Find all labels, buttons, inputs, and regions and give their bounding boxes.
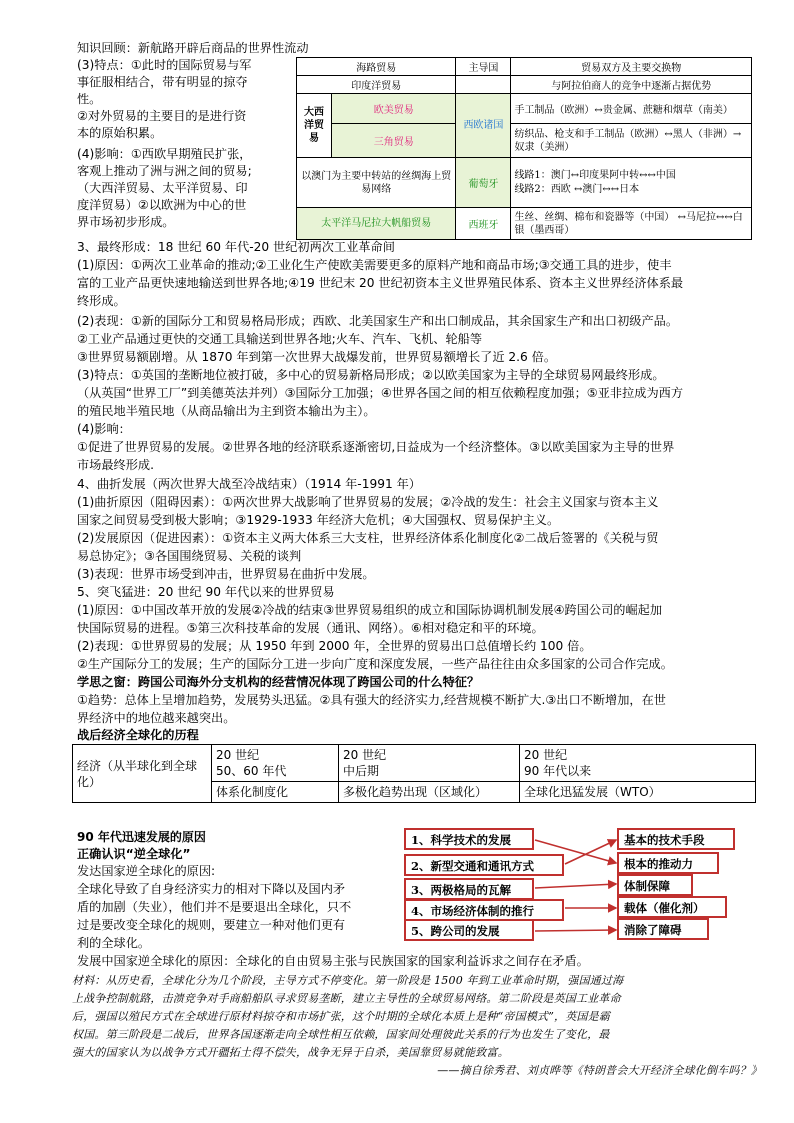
table-header: 主导国 xyxy=(456,58,511,76)
material-line: 上战争控制航路，击溃竞争对手商船船队寻求贸易垄断，建立主导性的全球贸易网络。第二阶段是英国工业革命 xyxy=(72,992,621,1005)
text-line: (2)表现：①世界贸易的发展；从 1950 年到 2000 年，全世界的贸易出口总值增长约 100 倍。 xyxy=(77,639,592,653)
text-line: 3、最终形成：18 世纪 60 年代-20 世纪初两次工业革命间 xyxy=(77,240,395,254)
reason-box: 1、科学技术的发展 xyxy=(404,828,534,850)
trade-table xyxy=(296,57,752,240)
role-box: 体制保障 xyxy=(617,874,693,896)
reverse-line: 盾的加剧（失业），他们并不是要退出全球化，只不 xyxy=(77,900,352,914)
period-line: 20 世纪 xyxy=(216,748,260,762)
period-line: 20 世纪 xyxy=(524,748,568,762)
role-box: 根本的推动力 xyxy=(617,852,719,874)
arrow-line xyxy=(535,884,616,888)
text-line: ②生产国际分工的发展；生产的国际分工进一步向广度和深度发展，一些产品往往由众多国家的公司合作完成。 xyxy=(77,657,673,671)
reverse-line: 发展中国家逆全球化的原因：全球化的自由贸易主张与民族国家的国家利益诉求之间存在矛盾。 xyxy=(77,954,589,968)
text-line: 国家之间贸易受到极大影响；③1929-1933 年经济大危机；④大国强权、贸易保护主义。 xyxy=(77,513,560,527)
left-line: 本的原始积累。 xyxy=(77,126,163,140)
period-cell xyxy=(520,745,756,782)
text-line: (3)特点：①英国的垄断地位被打破，多中心的贸易新格局形成；②以欧美国家为主导的全球贸易网最终形成。 xyxy=(77,368,665,382)
text-line: ①促进了世界贸易的发展。②世界各地的经济联系逐渐密切,日益成为一个经济整体。③以欧美国家为主导的世界 xyxy=(77,440,675,454)
role-box: 基本的技术手段 xyxy=(617,828,735,850)
route-cell xyxy=(297,158,456,208)
material-line: 后，强国以殖民方式在全球进行原材料掠夺和市场扩张，这个时期的全球化本质上是种“帝国模式”，英国是霸 xyxy=(72,1010,611,1023)
country-cell: 葡萄牙 xyxy=(456,158,511,208)
text-line: (1)原因：①两次工业革命的推动;②工业化生产使欧美需要更多的原料产地和商品市场;③交通工具的进步，使丰 xyxy=(77,258,672,272)
text-line: ①趋势：总体上呈增加趋势，发展势头迅猛。②具有强大的经济实力,经营规模不断扩大.③出口不断增加，在世 xyxy=(77,693,666,707)
desc-cell: 体系化制度化 xyxy=(212,782,339,803)
detail-cell: 生丝、丝绸、棉布和瓷器等（中国） ↔马尼拉↔↔白银（墨西哥） xyxy=(511,208,752,240)
left-line: (3)特点：①此时的国际贸易与军 xyxy=(77,58,252,72)
reverse-line: 全球化导致了自身经济实力的相对下降以及国内矛 xyxy=(77,882,346,896)
period-line: 中后期 xyxy=(343,764,380,778)
text-line: 终形成。 xyxy=(77,294,126,308)
route-line: 线路1：澳门↔印度果阿中转↔↔中国 xyxy=(514,169,676,181)
text-line: 市场最终形成. xyxy=(77,458,154,472)
detail-cell: 纺织品、枪支和手工制品（欧洲）↔黑人（非洲）→奴隶（美洲） xyxy=(511,124,752,158)
text-line: (2)表现：①新的国际分工和贸易格局形成；西欧、北美国家生产和出口制成品，其余国家生产和出口初级产品。 xyxy=(77,314,679,328)
period-line: 20 世纪 xyxy=(343,748,387,762)
globalization-table xyxy=(72,744,756,803)
text-line: 快国际贸易的进程。⑤第三次科技革命的发展（通讯、网络）。⑥相对稳定和平的环境。 xyxy=(77,621,544,635)
route-line: 线路2：西欧 ↔澳门↔↔日本 xyxy=(514,183,640,195)
country-cell: 西班牙 xyxy=(456,208,511,240)
reverse-line: 利的全球化。 xyxy=(77,936,151,950)
route-cell: 印度洋贸易 xyxy=(297,76,456,94)
text-line: ②工业产品通过更快的交通工具输送到世界各地;火车、汽车、飞机、轮船等 xyxy=(77,332,483,346)
route-text: 以澳门为主要中转站的丝绸海上贸易网络 xyxy=(301,170,452,195)
material-line: 材料：从历史看，全球化分为几个阶段，主导方式不停变化。第一阶段是 1500 年到工业革命时期，强国通过海 xyxy=(72,974,624,987)
desc-cell: 全球化迅猛发展（WTO） xyxy=(520,782,756,803)
text-line: (1)原因：①中国改革开放的发展②冷战的结束③世界贸易组织的成立和国际协调机制发展④跨国公司的崛起加 xyxy=(77,603,663,617)
text-line: (4)影响： xyxy=(77,422,131,436)
text-line: （从英国“世界工厂”到美德英法并列）③国际分工加强；④世界各国之间的相互依赖程度加强；⑤亚非拉成为西方 xyxy=(77,386,684,400)
country-cell: 西欧诸国 xyxy=(456,94,511,158)
reverse-line: 过是要改变全球化的规则，要建立一种对他们更有 xyxy=(77,918,346,932)
sub-cell: 三角贸易 xyxy=(332,124,456,158)
reason-box: 5、跨公司的发展 xyxy=(404,919,534,941)
section-header: 知识回顾：新航路开辟后商品的世界性流动 xyxy=(77,41,309,55)
reason-box: 2、新型交通和通讯方式 xyxy=(404,854,564,876)
left-line: 客观上推动了洲与洲之间的贸易; xyxy=(77,164,252,178)
left-line: (4)影响：①西欧早期殖民扩张， xyxy=(77,147,252,161)
text-line: 界经济中的地位越来越突出。 xyxy=(77,711,236,725)
text-line: ③世界贸易额剧增。从 1870 年到第一次世界大战爆发前，世界贸易额增长了近 2.6 倍。 xyxy=(77,350,557,364)
table-header: 海路贸易 xyxy=(297,58,456,76)
left-line: 界市场初步形成。 xyxy=(77,215,175,229)
detail-cell: 手工制品（欧洲）↔贵金属、蔗糖和烟草（南美） xyxy=(511,94,752,124)
connector-arrows xyxy=(530,828,620,943)
text-line: (1)曲折原因（阻碍因素）：①两次世界大战影响了世界贸易的发展；②冷战的发生：社会主义国家与资本主义 xyxy=(77,495,659,509)
material-line: 权国。第三阶段是二战后，世界各国逐渐走向全球性相互依赖，国家间处理彼此关系的行为也发生了变化，最 xyxy=(72,1028,610,1041)
question-heading: 学思之窗：跨国公司海外分支机构的经营情况体现了跨国公司的什么特征？ xyxy=(77,675,480,689)
period-cell xyxy=(212,745,339,782)
reverse-title: 正确认识“逆全球化” xyxy=(77,847,191,861)
left-line: 事征服相结合，带有明显的掠夺 xyxy=(77,75,248,89)
role-box: 消除了障碍 xyxy=(617,918,709,940)
desc-cell: 多极化趋势出现（区域化） xyxy=(339,782,520,803)
arrow-line xyxy=(535,930,616,931)
left-line: ②对外贸易的主要目的是进行资 xyxy=(77,109,247,123)
period-line: 90 年代以来 xyxy=(524,764,592,778)
reverse-line: 发达国家逆全球化的原因: xyxy=(77,864,216,878)
section-heading: 战后经济全球化的历程 xyxy=(77,728,199,742)
text-line: 的殖民地半殖民地（从商品输出为主到资本输出为主）。 xyxy=(77,404,376,418)
material-line: 强大的国家认为以战争方式开疆拓土得不偿失，战争无异于自杀，美国靠贸易就能致富。 xyxy=(72,1046,509,1059)
text-line: 5、突飞猛进：20 世纪 90 年代以来的世界贸易 xyxy=(77,585,335,599)
text-line: (2)发展原因（促进因素）：①资本主义两大体系三大支柱，世界经济体系化制度化②二战后签署的《关税与贸 xyxy=(77,531,659,545)
reason-box: 4、市场经济体制的推行 xyxy=(404,899,564,921)
role-box: 载体（催化剂） xyxy=(617,896,727,918)
row-label: 经济（从半球化到全球化） xyxy=(73,745,212,803)
sub-cell: 欧美贸易 xyxy=(332,94,456,124)
period-line: 50、60 年代 xyxy=(216,764,287,778)
reason-box: 3、两极格局的瓦解 xyxy=(404,878,534,900)
detail-cell xyxy=(511,158,752,208)
left-line: 性。 xyxy=(77,92,102,106)
text-line: 易总协定》；③各国围绕贸易、关税的谈判 xyxy=(77,549,302,563)
text-line: (3)表现：世界市场受到冲击，世界贸易在曲折中发展。 xyxy=(77,567,375,581)
detail-cell: 与阿拉伯商人的竞争中逐渐占据优势 xyxy=(511,76,752,94)
left-line: （大西洋贸易、太平洋贸易、印 xyxy=(77,181,248,195)
reasons-title: 90 年代迅速发展的原因 xyxy=(77,830,206,844)
table-header: 贸易双方及主要交换物 xyxy=(511,58,752,76)
route-cell: 太平洋马尼拉大帆船贸易 xyxy=(297,208,456,240)
material-source: ——摘自徐秀君、刘贞晔等《特朗普会大开经济全球化倒车吗？》 xyxy=(437,1064,762,1077)
text-line: 富的工业产品更快速地输送到世界各地;④19 世纪末 20 世纪初资本主义世界殖民体系、资本主义世界经济体系最 xyxy=(77,276,684,290)
group-cell: 大西洋贸易 xyxy=(297,94,332,158)
period-cell xyxy=(339,745,520,782)
left-line: 度洋贸易）②以欧洲为中心的世 xyxy=(77,198,247,212)
text-line: 4、曲折发展（两次世界大战至冷战结束）（1914 年-1991 年） xyxy=(77,477,421,491)
